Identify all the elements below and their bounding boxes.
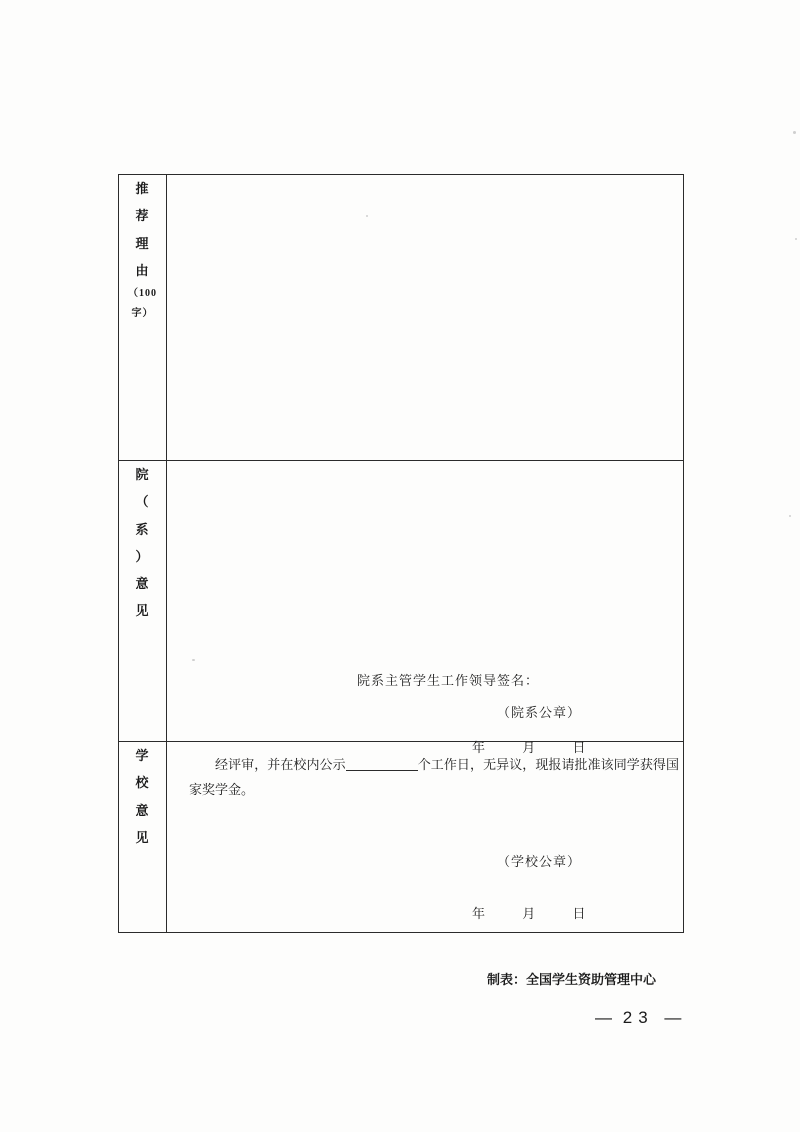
school-seal-label: （学校公章）: [497, 854, 582, 869]
page-dash-right: —: [664, 1008, 682, 1027]
page-number-value: 23: [622, 1008, 654, 1027]
school-date-day: 日: [572, 906, 586, 921]
school-date-month: 月: [522, 906, 536, 921]
department-seal-label: （院系公章）: [497, 705, 582, 720]
school-opinion-area[interactable]: [167, 742, 684, 933]
page-number: [595, 1008, 681, 1028]
row-label-text: 推 荐 理 由: [135, 181, 150, 278]
table-row-department-opinion: [119, 461, 684, 742]
row-label-department-opinion: [119, 461, 167, 742]
form-maker-note: 制表：全国学生资助管理中心: [487, 972, 657, 987]
department-date-year: 年: [472, 740, 486, 755]
page-dash-left: —: [595, 1008, 612, 1027]
scan-speckle: [795, 238, 797, 240]
school-date-line: [472, 902, 620, 927]
department-signature-label: 院系主管学生工作领导签名：: [357, 673, 540, 688]
publicity-days-blank[interactable]: [346, 770, 418, 771]
scan-speckle: [793, 131, 796, 134]
recommendation-reason-input-area[interactable]: [167, 175, 684, 461]
table-row-recommendation-reason: [119, 175, 684, 461]
school-date-year: 年: [472, 906, 486, 921]
row-label-note: （100 字）: [128, 288, 157, 320]
department-date-month: 月: [522, 740, 536, 755]
school-opinion-statement: [189, 752, 679, 803]
row-label-school-opinion: [119, 742, 167, 933]
row-label-recommendation-reason: [119, 175, 167, 461]
row-label-text: 院 （ 系 ） 意 见: [135, 467, 150, 619]
scan-speckle: [789, 515, 791, 517]
row-label-text: 学 校 意 见: [135, 748, 150, 845]
school-statement-part-1: 经评审，并在校内公示: [215, 757, 346, 772]
department-opinion-area[interactable]: [167, 461, 684, 755]
table-row-school-opinion: [119, 742, 684, 933]
approval-form-table: [118, 174, 684, 933]
school-statement-part-2: 个工作日，无异议，现报请批准该同学获得国家奖学金。: [189, 757, 679, 798]
department-date-day: 日: [572, 740, 586, 755]
